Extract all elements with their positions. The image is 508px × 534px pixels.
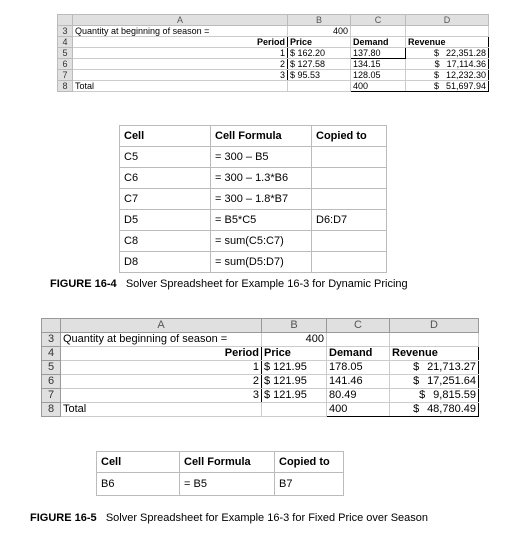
formula-cell: D5: [120, 210, 211, 231]
cell-a6: 2: [61, 375, 262, 389]
cell-b4: Price: [262, 347, 327, 361]
row-number: 5: [58, 48, 73, 59]
figure-caption-1: [50, 278, 408, 290]
row-number: 7: [42, 389, 61, 403]
cell-c4: Demand: [351, 37, 406, 48]
column-header-row: [42, 319, 479, 333]
cell-c6: 134.15: [351, 59, 406, 70]
cell-b4: Price: [288, 37, 351, 48]
formula-cell: B6: [97, 473, 180, 496]
cell-a7: 3: [61, 389, 262, 403]
figure-caption-2: [30, 512, 428, 524]
table-row: [42, 361, 479, 375]
formula-header-row: [97, 452, 344, 473]
row-number: 6: [58, 59, 73, 70]
cell-d6: [406, 59, 489, 70]
cell-c5: 137.80: [351, 48, 406, 59]
column-header-d: D: [390, 319, 479, 333]
header-cell: Cell: [97, 452, 180, 473]
sheet-1-grid: [57, 14, 489, 92]
table-row: [42, 389, 479, 403]
formula-copied: [312, 231, 387, 252]
formula-table-1: [119, 125, 387, 273]
row-number: 7: [58, 70, 73, 81]
sheet-2-grid: [41, 318, 479, 417]
row-number: 6: [42, 375, 61, 389]
formula-copied: B7: [275, 473, 344, 496]
cell-a5: 1: [73, 48, 288, 59]
header-cell-formula: Cell Formula: [180, 452, 275, 473]
row-number: 8: [58, 81, 73, 92]
formula-text: = 300 – 1.8*B7: [211, 189, 312, 210]
table-row: [58, 48, 489, 59]
cell-c6: 141.46: [327, 375, 390, 389]
formula-cell: C7: [120, 189, 211, 210]
cell-c4: Demand: [327, 347, 390, 361]
cell-b6: $ 121.95: [262, 375, 327, 389]
cell-d7-symbol: $: [419, 389, 426, 401]
cell-d3: [406, 26, 489, 37]
row-number: 3: [42, 333, 61, 347]
cell-d7: [406, 70, 489, 81]
spreadsheet-1: [57, 14, 489, 92]
figure-text-1: Solver Spreadsheet for Example 16-3 for Dynamic Pricing: [125, 278, 408, 290]
cell-b6: $ 127.58: [288, 59, 351, 70]
formula-copied: [312, 168, 387, 189]
table-row: [58, 81, 489, 92]
cell-d8: [390, 403, 479, 417]
formula-cell: C8: [120, 231, 211, 252]
cell-c3: [327, 333, 390, 347]
column-header-row: [58, 15, 489, 26]
row-number: 3: [58, 26, 73, 37]
column-header-a: A: [73, 15, 288, 26]
table-row: [42, 333, 479, 347]
table-row: [58, 37, 489, 48]
header-cell: Cell: [120, 126, 211, 147]
table-row: [120, 210, 387, 231]
cell-d3: [390, 333, 479, 347]
cell-d4: [390, 347, 479, 361]
cell-b8: [262, 403, 327, 417]
cell-d7-value: 9,815.59: [433, 389, 476, 401]
table-row: [97, 473, 344, 496]
formula-text: = sum(D5:D7): [211, 252, 312, 273]
cell-a8: Total: [73, 81, 288, 92]
cell-c7: 128.05: [351, 70, 406, 81]
cell-d6-symbol: $: [434, 59, 440, 69]
formula-copied: [312, 147, 387, 168]
column-header-c: C: [327, 319, 390, 333]
cell-a6: 2: [73, 59, 288, 70]
formula-copied: D6:D7: [312, 210, 387, 231]
table-row: [58, 59, 489, 70]
column-header-d: D: [406, 15, 489, 26]
formula-text: = sum(C5:C7): [211, 231, 312, 252]
formula-header-row: [120, 126, 387, 147]
table-row: [42, 347, 479, 361]
cell-b7: $ 95.53: [288, 70, 351, 81]
formula-grid-1: [119, 125, 387, 273]
cell-d4-value: Revenue: [392, 347, 438, 359]
figure-label-2: FIGURE 16-5: [30, 512, 97, 524]
cell-c7: 80.49: [327, 389, 390, 403]
formula-cell: C6: [120, 168, 211, 189]
table-row: [120, 252, 387, 273]
cell-d8-symbol: $: [413, 403, 420, 415]
spreadsheet-2: [41, 318, 479, 417]
table-row: [120, 168, 387, 189]
cell-b7: $ 121.95: [262, 389, 327, 403]
row-number: 8: [42, 403, 61, 417]
formula-table-2: [96, 451, 344, 496]
cell-a3: Quantity at beginning of season =: [73, 26, 288, 37]
formula-text: = B5: [180, 473, 275, 496]
formula-text: = B5*C5: [211, 210, 312, 231]
cell-d6: [390, 375, 479, 389]
cell-d4-value: Revenue: [408, 37, 446, 47]
table-row: [120, 231, 387, 252]
cell-b5: $ 121.95: [262, 361, 327, 375]
cell-d7-value: 12,232.30: [445, 70, 486, 80]
cell-a7: 3: [73, 70, 288, 81]
formula-text: = 300 – B5: [211, 147, 312, 168]
cell-d6-symbol: $: [413, 375, 420, 387]
column-header-b: B: [288, 15, 351, 26]
table-row: [120, 189, 387, 210]
cell-c3: [351, 26, 406, 37]
table-row: [42, 403, 479, 417]
cell-c5: 178.05: [327, 361, 390, 375]
cell-c8: 400: [327, 403, 390, 417]
header-copied-to: Copied to: [275, 452, 344, 473]
corner-cell: [42, 319, 61, 333]
cell-d7-symbol: $: [433, 70, 439, 80]
cell-d6-value: 17,251.64: [427, 375, 476, 387]
cell-a4: Period: [73, 37, 288, 48]
row-number: 4: [58, 37, 73, 48]
formula-cell: D8: [120, 252, 211, 273]
cell-d5-symbol: $: [433, 48, 439, 58]
column-header-a: A: [61, 319, 262, 333]
cell-d5-symbol: $: [413, 361, 420, 373]
row-number: 5: [42, 361, 61, 375]
cell-d5: [406, 48, 489, 59]
header-copied-to: Copied to: [312, 126, 387, 147]
cell-b5: $ 162.20: [288, 48, 351, 59]
formula-text: = 300 – 1.3*B6: [211, 168, 312, 189]
formula-grid-2: [96, 451, 344, 496]
cell-d4: [406, 37, 489, 48]
table-row: [42, 375, 479, 389]
column-header-b: B: [262, 319, 327, 333]
formula-copied: [312, 189, 387, 210]
cell-d6-value: 17,114.36: [446, 59, 486, 69]
table-row: [58, 70, 489, 81]
table-row: [120, 147, 387, 168]
cell-b8: [288, 81, 351, 92]
cell-a3: Quantity at beginning of season =: [61, 333, 262, 347]
cell-a5: 1: [61, 361, 262, 375]
cell-d7: [390, 389, 479, 403]
figure-label-1: FIGURE 16-4: [50, 278, 117, 290]
cell-d8-value: 48,780.49: [427, 403, 476, 415]
cell-d8-symbol: $: [433, 81, 439, 91]
row-number: 4: [42, 347, 61, 361]
cell-d8-value: 51,697.94: [445, 81, 486, 91]
cell-d8: [406, 81, 489, 92]
figure-text-2: Solver Spreadsheet for Example 16-3 for Fixed Price over Season: [105, 512, 429, 524]
formula-copied: [312, 252, 387, 273]
cell-d5-value: 22,351.28: [445, 48, 486, 58]
formula-cell: C5: [120, 147, 211, 168]
cell-b3: 400: [262, 333, 327, 347]
corner-cell: [58, 15, 73, 26]
cell-d5: [390, 361, 479, 375]
header-cell-formula: Cell Formula: [211, 126, 312, 147]
cell-a4: Period: [61, 347, 262, 361]
table-row: [58, 26, 489, 37]
cell-d5-value: 21,713.27: [427, 361, 476, 373]
cell-c8: 400: [351, 81, 406, 92]
cell-b3: 400: [288, 26, 351, 37]
column-header-c: C: [351, 15, 406, 26]
cell-a8: Total: [61, 403, 262, 417]
